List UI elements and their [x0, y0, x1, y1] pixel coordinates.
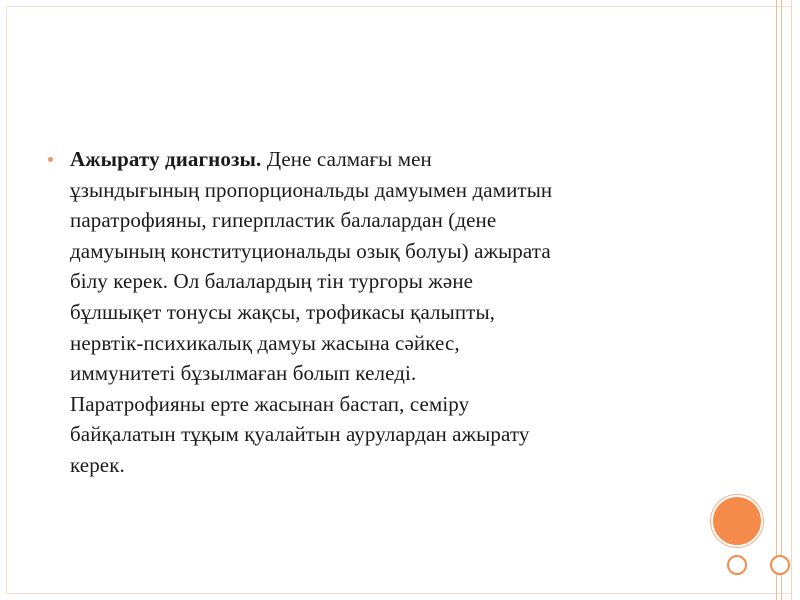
text-line: байқалатын тұқым қуалайтын аурулардан ажырату	[70, 422, 530, 447]
bullet-paragraph	[70, 144, 688, 481]
bullet-heading: Ажырату диагнозы.	[70, 147, 262, 171]
text-line: Паратрофияны ерте жасынан бастап, семіру	[70, 391, 470, 416]
decorative-circle-small	[770, 555, 790, 575]
text-line: ұзындығының пропорциональды дамуымен дамитын	[70, 177, 553, 202]
text-line: нервтік-психикалық дамуы жасына сәйкес,	[70, 330, 460, 355]
text-line: білу керек. Ол балалардың тін тургоры және	[70, 269, 474, 294]
right-border-line	[791, 0, 792, 600]
right-border-line	[776, 0, 777, 600]
text-line: дамуының конституциональды озық болуы) ажырата	[70, 238, 551, 263]
text-line: иммунитеті бұзылмаған болып келеді.	[70, 361, 417, 386]
text-line: керек.	[70, 452, 125, 477]
decorative-circle-large	[711, 495, 763, 547]
right-border-line	[781, 0, 782, 600]
decorative-circle-small	[727, 555, 747, 575]
slide-body	[48, 144, 688, 481]
bullet-icon	[48, 157, 53, 162]
text-line: бұлшықет тонусы жақсы, трофикасы қалыпты,	[70, 299, 496, 324]
text-line: паратрофияны, гиперпластик балалардан (дене	[70, 208, 497, 233]
text-line: Дене салмағы мен	[261, 147, 432, 171]
